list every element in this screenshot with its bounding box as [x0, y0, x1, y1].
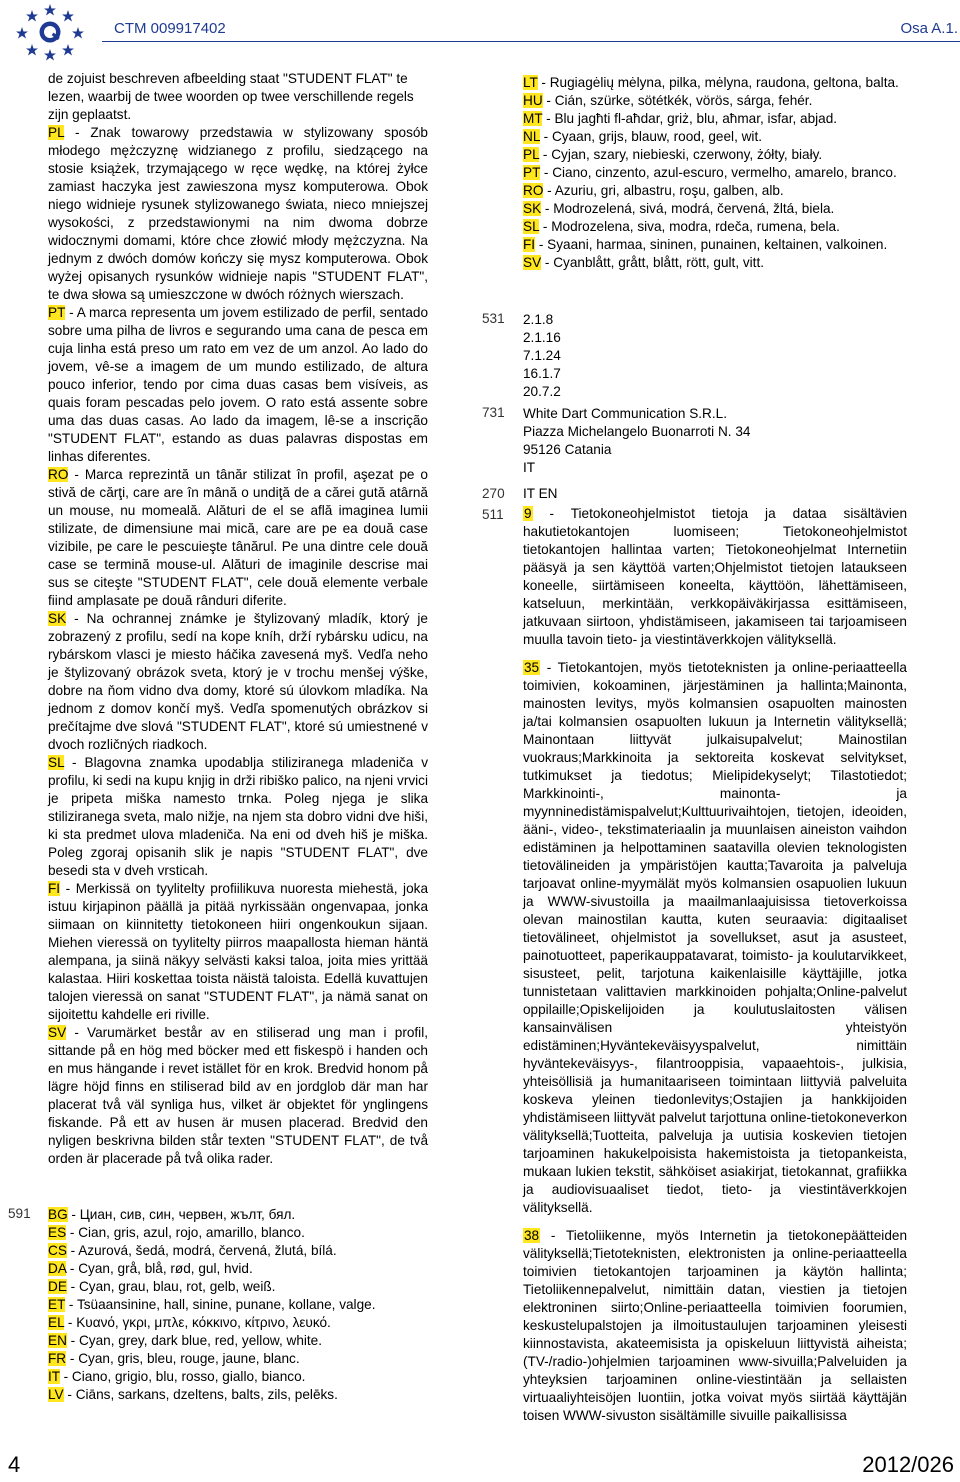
vienna-code: 2.1.8 [523, 312, 554, 327]
vienna-code: 2.1.16 [523, 330, 561, 345]
code-270: 270 [482, 486, 505, 501]
color-entry: RO - Azuriu, gri, albastru, roşu, galben, alb. [523, 183, 784, 198]
color-entry: SK - Modrozelená, sivá, modrá, červená, žltá, biela. [523, 201, 835, 216]
code-531: 531 [482, 311, 505, 326]
header [0, 0, 960, 66]
colors-list-right [523, 74, 907, 272]
color-entry: FR - Cyan, gris, bleu, rouge, jaune, blanc. [48, 1351, 300, 1366]
code-731: 731 [482, 405, 505, 420]
color-entry: MT - Blu jagħti fl-aħdar, griż, blu, aħmar, isfar, abjad. [523, 111, 838, 126]
rep-street: Piazza Michelangelo Buonarroti N. 34 [523, 424, 751, 439]
description-ro: RO - Marca reprezintă un tânăr stilizat în profil, aşezat pe o stivă de cărţi, care are în mână o undiţă de a cărei gută atârnă un mouse, nu momeală. Alături de el se află imaginea lumii stilizate, de dimensiune mai mică, care are pe ea două case vizibile, pe care le pescuieşte tânărul. Pe una dintre cele două case se termină mouse-ul. Alături de imaginile descrise mai sus se citeşte "STUDENT FLAT", cele două elemente verbale fiind amplasate pe două rânduri diferite. [48, 467, 428, 608]
color-entry: DA - Cyan, grå, blå, rød, gul, hvid. [48, 1261, 253, 1276]
rep-city: 95126 Catania [523, 442, 612, 457]
description-sv: SV - Varumärket består av en stiliserad ung man i profil, sittande på en hög med böcker med ett fiskespö i handen och en mus hängande i revet istället för en krok. Bredvid honom på lägre höjd finns en stiliserad bild av en jordglob där man har placerat två väl synliga hus, vilket är objektet för ynglingens fiskande. På ett av husen är musen placerad. Bredvid den nyligen beskrivna bilden står texten "STUDENT FLAT", de två orden är placerade på två olika rader. [48, 1025, 428, 1166]
languages: IT EN [523, 486, 558, 501]
colors-list-left [48, 1206, 428, 1404]
lang-code-ro: RO [48, 467, 69, 482]
color-entry: CS - Azurová, šedá, modrá, červená, žlutá, bílá. [48, 1243, 337, 1258]
color-entry: ES - Cian, gris, azul, rojo, amarillo, blanco. [48, 1225, 305, 1240]
class-number: 38 [524, 1228, 540, 1243]
vienna-code: 16.1.7 [523, 366, 561, 381]
description-sl: SL - Blagovna znamka upodablja stiliziranega mladeniča v profilu, ki sedi na kupu knjig in drži ribiško palico, na njeni vrvici je pripeta miška namesto trnka. Poleg njega je slika stiliziranega sveta, malo nižje, na njem sta dobro vidni dve hiši, ki sta predmet ulova mladeniča. Na eni od dveh hiš je miška. Poleg zgoraj opisanih slik je napis "STUDENT FLAT", dve besedi sta v dveh vrsticah. [48, 755, 428, 878]
description-pl: PL - Znak towarowy przedstawia w stylizowany sposób młodego mężczyznę widzianego z profilu, siedzącego na stosie książek, trzymającego w ręce wędkę, na której żyłce zamiast haczyka jest zawieszona mysz komputerowa. Obok niego widnieje rysunek stylizowanego świata, nieco mniejszej wysokości, z przedstawionymi na nim dwoma dobrze widocznymi domami, które chce złowić młody mężczyzna. Na jednym z dwóch domów kończy się mysz komputerowa. Obok wyżej opisanych rysunków widnieje napis "STUDENT FLAT", te dwa słowa są umieszczone w dwóch różnych wierszach. [48, 125, 428, 302]
bulletin-number: 2012/026 [862, 1452, 954, 1477]
color-entry: BG - Циан, сив, син, червен, жълт, бял. [48, 1207, 296, 1222]
goods-class: 35 - Tietokantojen, myös tietoteknisten ja online-periaatteella toimivien, kokoaminen, järjestäminen ja hallinta;Mainonta, mainosten levitys, myös kolmansien osapuolten mainosten ja/tai kolmansien osapuolten lukuun ja Internetin välityksellä; Mainontaan liittyvät julkaisupalvelut; Mainostilan vuokraus;Markkinoita ja sektoreita koskevat selvitykset, tutkimukset ja tiedotus; Mielipidekyselyt; Tilastotiedot; Markkinointi-, mainonta- ja myynninedistämispalvelut;Kulttuurivaihtojen, tietojen, ideoiden, ääni-, video-, tekstimateriaalin ja muunlaisen aineiston vaihdon edistäminen ja helpottaminen saatavilla olevien teknologisten tietovälineiden ja ympäristöjen kautta;Tavaroita ja palveluja tarjoavat online-myymälät myös kolmansien osapuolien lukuun ja WWW-sivustoilla ja maailmanlaajuisissa tietoverkoissa olevan mainostilan kautta, kuten seuraavia: digitaaliset tietovälineet, ohjelmistot ja sovellukset, asut ja asusteet, painotuotteet, paperikauppatavarat, toimisto- ja koulutarvikkeet, sisusteet, pelit, tarjotuna kaikenlaisille käyttäjille, jotka tunnistetaan valittavien markkinoiden pohjalta;Online-palvelut oppilaille;Opiskelijoiden ja koulutuslaitosten välisen kansainvälisen yhteistyön edistäminen;Hyväntekeväisyyspalvelut, nimittäin hyväntekeväisyys-, filantrooppisia, vapaaehtois-, julkisia, yhteisöllisiä ja humanitaariseen toimintaan liittyviä palveluita koskeva yleinen tiedonlevitys;Ostajien ja hankkijoiden yhdistämiseen liittyvät palvelut tarjottuna online-tietokoneverkon välityksellä;Tuotteita, palveluja ja uutisia koskevien tietojen tarjoaminen hakukelpoisista hakemistoista ja tietopankeista, mukaan lukien tekstit, sähköiset asiakirjat, tietokannat, grafiikka ja audiovisuaaliset tiedot, tieto- ja viestintäverkkojen välityksellä. [523, 660, 907, 1215]
class-number: 35 [524, 660, 540, 675]
goods-class: 38 - Tietoliikenne, myös Internetin ja tietokonepäätteiden välityksellä;Tietoteknisten, elektronisten ja online-periaatteella toimivien tietokantojen tarjoaminen ja käytön hallinta; Tietoliikennepalvelut, nimittäin datan, viestien ja tietojen elektroninen siirto;Online-periaatteella toimivien foorumien, keskustelupalstojen ja ilmoitustaulujen tarjoaminen yleisesti kiinnostavista, akateemisista ja opiskeluun liittyvistä aiheista; (TV-/radio-)ohjelmien tarjoaminen www-sivuilla;Palveluiden ja yhteyksien tarjoaminen online-viestintään ja sellaisten virtuaaliyhteisöjen luontiin, jotka voivat myös siirtää käyttäjän toisen WWW-sivuston sisältämille sivuille paikallisissa [523, 1228, 907, 1423]
lang-code-sk: SK [48, 611, 67, 626]
lang-code-sl: SL [48, 755, 65, 770]
description-fi: FI - Merkissä on tyylitelty profiilikuva nuoresta miehestä, joka istuu kirjapinon päällä ja pitää nyrkissään ongenvapaa, jonka siimaan on kiinnitetty tietokoneen hiiri ongenkoukun sijaan. Miehen vieressä on tyylitelty piirros maapallosta hieman häntä alempana, ja siinä näkyy selvästi kaksi taloa, joita mies yrittää kalastaa. Hiiri koskettaa toista näistä taloista. Edellä kuvattujen talojen vieressä on sanat "STUDENT FLAT", ja nämä sanat on sijoitettu kahdelle eri riville. [48, 881, 428, 1022]
rep-country: IT [523, 460, 536, 475]
color-entry: SL - Modrozelena, siva, modra, rdeča, rumena, bela. [523, 219, 840, 234]
code-591: 591 [8, 1206, 31, 1221]
goods-class: 9 - Tietokoneohjelmistot tietoja ja dataa sisältävien hakutietokantojen luomiseen; Tietokoneohjelmistot tietokantojen hallintaa varten; Tietokoneohjelmat Internetiin pääsyä ja sen käyttöä varten;Ohjelmistot tietojen lataukseen koneelle, siirtämiseen koneelta, käyttöön, lähettämiseen, katseluun, merkintään, verkkopäiväkirjassa esittämiseen, jatkuvaan siirtoon, yhdistämiseen, jakamiseen tai tarjoamiseen muulla tavoin tieto- ja viestintäverkkojen välityksellä. [523, 506, 907, 647]
color-entry: FI - Syaani, harmaa, sininen, punainen, keltainen, valkoinen. [523, 237, 888, 252]
color-entry: NL - Cyaan, grijs, blauw, rood, geel, wit. [523, 129, 763, 144]
description-pt: PT - A marca representa um jovem estilizado de perfil, sentado sobre uma pilha de livros e segurando uma cana de pesca em cuja linha está preso um rato em vez de um anzol. Ao lado do jovem, vê-se a imagem de um mundo estilizado, de altura pouco inferior, tendo por cima duas casas bem visíveis, as quais foram pescadas pelo jovem. O rato está assente sobre uma das duas casas. Ao lado da imagem, lê-se a inscrição "STUDENT FLAT", estando as duas palavras dispostas em linhas diferentes. [48, 305, 428, 464]
color-entry: SV - Cyanblått, grått, blått, rött, gult, vitt. [523, 255, 765, 270]
header-rule [102, 41, 960, 42]
description-nl: de zojuist beschreven afbeelding staat "STUDENT FLAT" te lezen, waarbij de twee woorden op twee verschillende regels zijn geplaatst. [48, 71, 414, 122]
color-entry: LT - Rugiagėlių mėlyna, pilka, mėlyna, raudona, geltona, balta. [523, 75, 899, 90]
left-column-descriptions [48, 70, 428, 1168]
color-entry: ET - Tsüaansinine, hall, sinine, punane, kollane, valge. [48, 1297, 376, 1312]
rep-name: White Dart Communication S.R.L. [523, 406, 727, 421]
vienna-code: 7.1.24 [523, 348, 561, 363]
ohim-logo-icon [6, 2, 94, 62]
color-entry: IT - Ciano, grigio, blu, rosso, giallo, bianco. [48, 1369, 306, 1384]
vienna-code: 20.7.2 [523, 384, 561, 399]
vienna-codes [523, 311, 561, 401]
lang-code-pl: PL [48, 125, 65, 140]
color-entry: EL - Κυανό, γκρι, μπλε, κόκκινο, κίτρινο, λευκό. [48, 1315, 331, 1330]
ctm-number: CTM 009917402 [114, 20, 226, 37]
code-511: 511 [482, 507, 504, 522]
lang-code-pt: PT [48, 305, 66, 320]
lang-code-sv: SV [48, 1025, 67, 1040]
color-entry: HU - Cián, szürke, sötétkék, vörös, sárga, fehér. [523, 93, 813, 108]
lang-code-fi: FI [48, 881, 61, 896]
class-number: 9 [524, 506, 532, 521]
section-label: Osa A.1. [900, 20, 958, 37]
page-number: 4 [8, 1452, 21, 1477]
representative-address [523, 405, 750, 477]
color-entry: PT - Ciano, cinzento, azul-escuro, vermelho, amarelo, branco. [523, 165, 897, 180]
color-entry: EN - Cyan, grey, dark blue, red, yellow, white. [48, 1333, 323, 1348]
color-entry: PL - Cyjan, szary, niebieski, czerwony, żółty, biały. [523, 147, 823, 162]
color-entry: DE - Cyan, grau, blau, rot, gelb, weiß. [48, 1279, 276, 1294]
description-sk: SK - Na ochrannej známke je štylizovaný mladík, ktorý je zobrazený z profilu, sedí na kope kníh, drží rybársku udicu, na rybárskom vlasci je miesto háčika zavesená myš. Vedľa neho je štylizovaný obrázok sveta, ktorý je v trochu menšej výške, dobre na ňom vidno dva domy, ktoré sú úlovkom mladíka. Na jednom z domov končí myš. Vedľa spomenutých obrázkov si prečítajme dve slová "STUDENT FLAT", ktoré sú umiestnené v dvoch rozličných riadkoch. [48, 611, 428, 752]
color-entry: LV - Ciāns, sarkans, dzeltens, balts, zils, pelēks. [48, 1387, 338, 1402]
goods-services [523, 505, 907, 1435]
